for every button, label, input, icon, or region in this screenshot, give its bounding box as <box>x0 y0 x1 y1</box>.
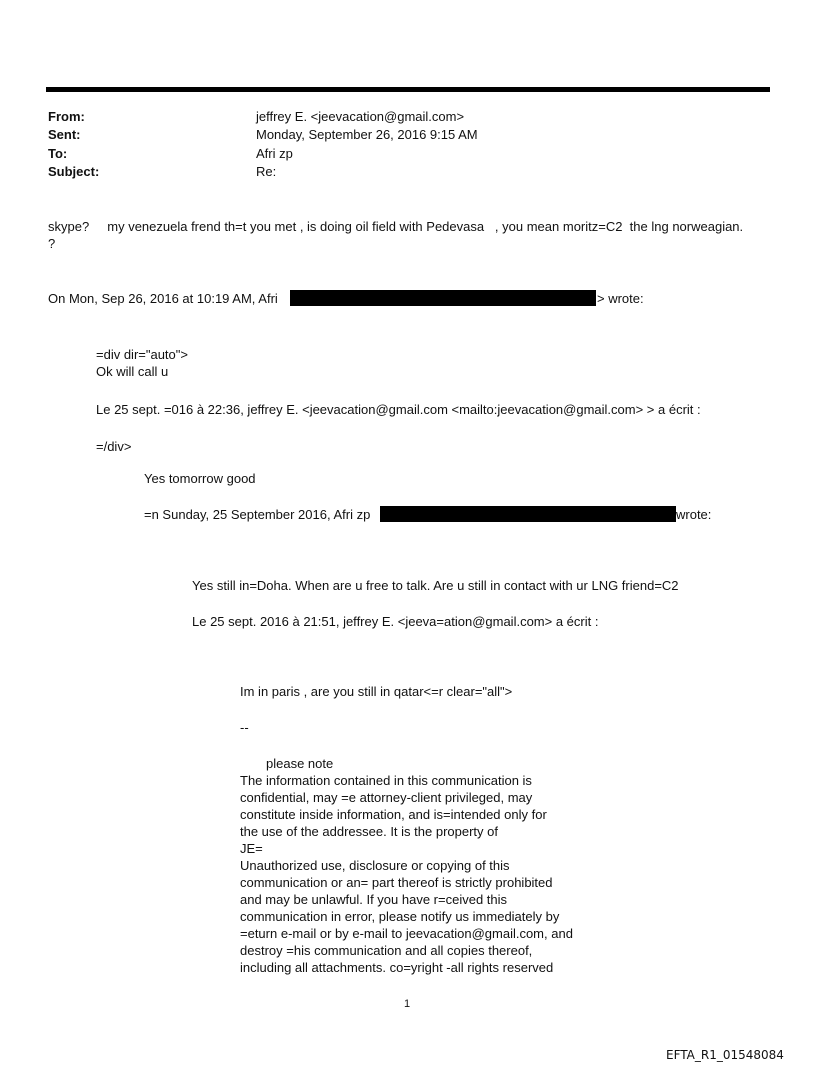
ok-call-line: Ok will call u <box>96 364 169 379</box>
sent-value: Monday, September 26, 2016 9:15 AM <box>256 127 478 142</box>
notice-line: communication in error, please notify us immediately by <box>240 909 560 924</box>
subject-value: Re: <box>256 164 277 179</box>
redaction-bar <box>380 506 676 522</box>
sunday-quote-prefix: =n Sunday, 25 September 2016, Afri zp <box>144 507 371 522</box>
subject-label: Subject: <box>48 164 100 179</box>
from-value: jeffrey E. <jeevacation@gmail.com> <box>256 109 465 124</box>
div-close-tag: =/div> <box>96 439 132 454</box>
quote-header-le25-a: Le 25 sept. =016 à 22:36, jeffrey E. <jeevacation@gmail.com <mailto:jeevacation@gmail.com> > a écrit : <box>96 402 701 417</box>
notice-line: JE= <box>240 841 263 856</box>
redaction-bar <box>290 290 596 306</box>
notice-line: The information contained in this communication is <box>240 773 532 788</box>
notice-line: the use of the addressee. It is the property of <box>240 824 498 839</box>
document-id: EFTA_R1_01548084 <box>666 1048 784 1062</box>
please-note-line: please note <box>266 756 334 771</box>
quote-header-suffix: > wrote: <box>597 291 644 306</box>
page-number: 1 <box>404 998 411 1010</box>
notice-line: communication or an= part thereof is strictly prohibited <box>240 875 553 890</box>
notice-line: confidential, may =e attorney-client privileged, may <box>240 790 533 805</box>
from-label: From: <box>48 109 85 124</box>
notice-line: and may be unlawful. If you have r=ceived this <box>240 892 508 907</box>
yes-tomorrow-line: Yes tomorrow good <box>144 471 256 486</box>
notice-line: destroy =his communication and all copies thereof, <box>240 943 533 958</box>
sunday-quote-suffix: wrote: <box>676 507 712 522</box>
signature-dashes: -- <box>240 720 249 735</box>
yes-still-line: Yes still in=Doha. When are u free to talk. Are u still in contact with ur LNG friend=C2 <box>192 578 679 593</box>
quote-header-prefix: On Mon, Sep 26, 2016 at 10:19 AM, Afri <box>48 291 278 306</box>
notice-line: including all attachments. co=yright -all rights reserved <box>240 960 554 975</box>
quote-header-le25-b: Le 25 sept. 2016 à 21:51, jeffrey E. <jeeva=ation@gmail.com> a écrit : <box>192 614 599 629</box>
to-value: Afri zp <box>256 146 293 161</box>
confidentiality-notice <box>240 772 600 976</box>
message-line-continued: ? <box>48 236 56 251</box>
to-label: To: <box>48 146 68 161</box>
notice-line: =eturn e-mail or by e-mail to jeevacation@gmail.com, and <box>240 926 573 941</box>
header-rule <box>46 87 770 92</box>
sent-label: Sent: <box>48 127 81 142</box>
div-open-tag: =div dir="auto"> <box>96 347 188 362</box>
notice-line: constitute inside information, and is=intended only for <box>240 807 547 822</box>
notice-line: Unauthorized use, disclosure or copying of this <box>240 858 510 873</box>
paris-line: Im in paris , are you still in qatar<=r clear="all"> <box>240 684 513 699</box>
message-line: skype? my venezuela frend th=t you met , is doing oil field with Pedevasa , you mean moritz=C2 the lng norweagian. <box>48 219 744 234</box>
